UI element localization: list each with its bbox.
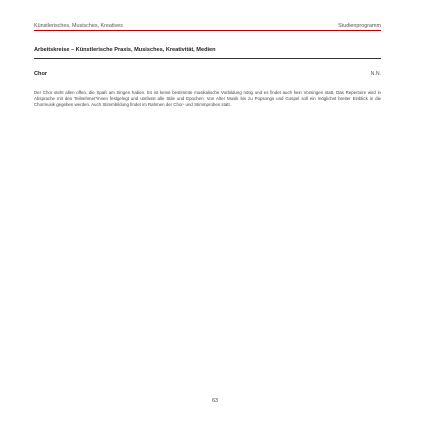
entry-description: Der Chor steht allen offen, die Spaß am Singen haben. Es ist keine bestimmte musikalische Vorbildung nötig und es findet auch kein Vorsingen statt. Das Repertoire wird in Absprache mit den Teilnehmer*innen festgelegt und umfasst alle Stile und Epochen: Von Alter Musik bis zu Popsongs und Gospel soll ein möglichst breiter Einblick in die Chormusik gegeben werden. Auch Stimmbildung findet im Rahmen der Chor- und Stimmproben statt.: [34, 90, 381, 108]
running-header-left: Künstlerisches, Musisches, Kreatives: [34, 22, 123, 29]
running-header: [34, 17, 381, 29]
header-rule: [34, 30, 381, 31]
running-header-right: Studienprogramm: [338, 22, 381, 29]
page-number: 63: [212, 398, 218, 404]
entry-author: N.N.: [370, 71, 381, 77]
section-rule: [34, 58, 381, 59]
entry-heading: [34, 72, 381, 78]
section-title: Arbeitskreise – Künstlerische Praxis, Musisches, Kreativität, Medien: [34, 47, 216, 53]
entry-title: Chor: [34, 71, 48, 77]
